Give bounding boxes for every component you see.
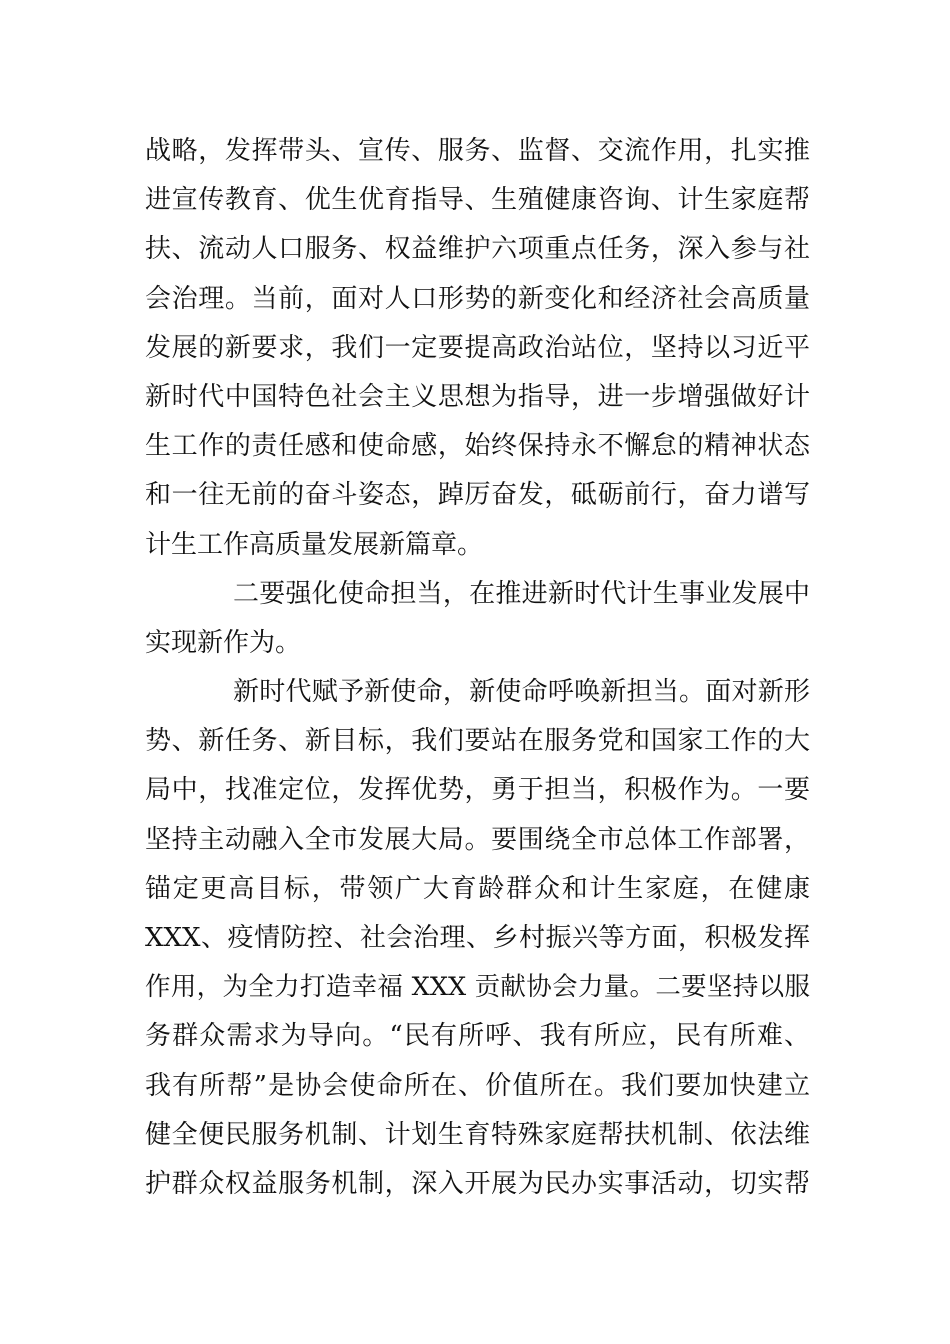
text-line: 发展的新要求，我们一定要提高政治站位，坚持以习近平 (145, 332, 810, 363)
text-line: 进宣传教育、优生优育指导、生殖健康咨询、计生家庭帮 (145, 185, 810, 216)
text-line: 作用，为全力打造幸福 XXX 贡献协会力量。二要坚持以服 (145, 972, 810, 1003)
text-line: 局中，找准定位，发挥优势，勇于担当，积极作为。一要 (145, 775, 810, 806)
text-line: XXX、疫情防控、社会治理、乡村振兴等方面，积极发挥 (145, 923, 810, 953)
text-line: 势、新任务、新目标，我们要站在服务党和国家工作的大 (145, 726, 810, 757)
text-line: 扶、流动人口服务、权益维护六项重点任务，深入参与社 (145, 234, 810, 265)
text-line: 计生工作高质量发展新篇章。 (145, 529, 484, 560)
section-heading-line: 二要强化使命担当，在推进新时代计生事业发展中 (233, 578, 810, 609)
text-line: 生工作的责任感和使命感，始终保持永不懈怠的精神状态 (145, 431, 810, 462)
text-line: 锚定更高目标，带领广大育龄群众和计生家庭，在健康 (145, 873, 810, 904)
text-line: 新时代中国特色社会主义思想为指导，进一步增强做好计 (145, 381, 810, 412)
section-heading-line: 实现新作为。 (145, 627, 302, 658)
text-line: 和一往无前的奋斗姿态，踔厉奋发，砥砺前行，奋力谱写 (145, 480, 810, 511)
text-line: 我有所帮”是协会使命所在、价值所在。我们要加快建立 (145, 1070, 810, 1101)
text-line: 战略，发挥带头、宣传、服务、监督、交流作用，扎实推 (145, 136, 810, 166)
text-line: 健全便民服务机制、计划生育特殊家庭帮扶机制、依法维 (145, 1119, 810, 1150)
text-line: 务群众需求为导向。“民有所呼、我有所应，民有所难、 (145, 1021, 810, 1052)
text-line: 坚持主动融入全市发展大局。要围绕全市总体工作部署， (145, 824, 810, 855)
text-line: 新时代赋予新使命，新使命呼唤新担当。面对新形 (233, 677, 810, 708)
text-line: 会治理。当前，面对人口形势的新变化和经济社会高质量 (145, 283, 810, 314)
document-body (145, 127, 810, 1209)
text-line: 护群众权益服务机制，深入开展为民办实事活动，切实帮 (145, 1168, 810, 1199)
